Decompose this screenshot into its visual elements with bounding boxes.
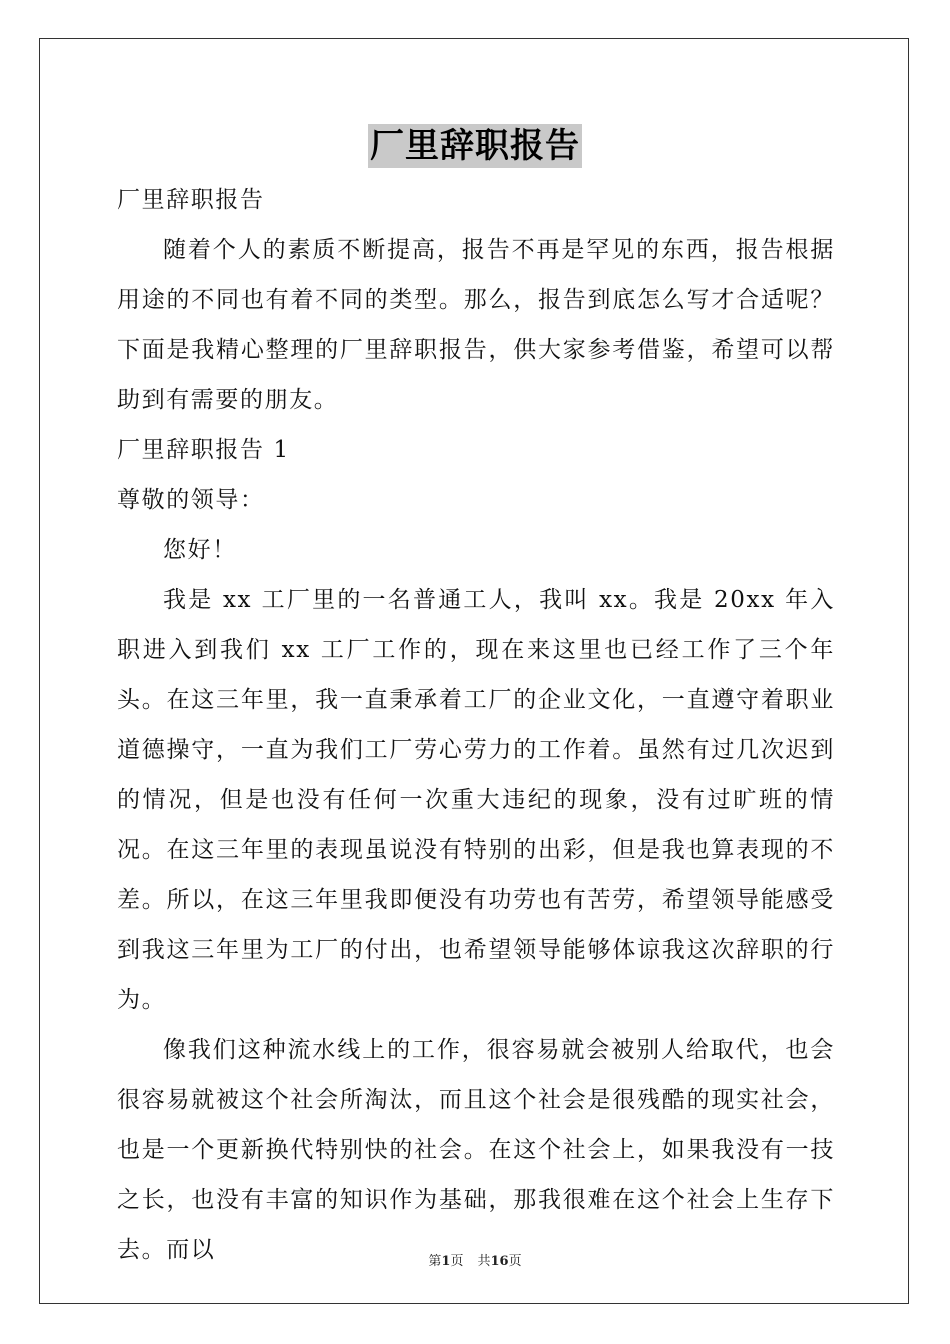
- page-prefix: 第: [428, 1254, 442, 1269]
- total-pages: 16: [490, 1254, 509, 1269]
- title-container: [0, 124, 950, 168]
- page-suffix: 页: [450, 1254, 464, 1269]
- document-title: 厂里辞职报告: [370, 126, 580, 166]
- total-suffix: 页: [508, 1254, 522, 1269]
- section-title: 厂里辞职报告 1: [117, 437, 290, 463]
- greeting: 您好！: [163, 537, 237, 563]
- body-paragraph-2: 像我们这种流水线上的工作，很容易就会被别人给取代，也会很容易就被这个社会所淘汰，而且这个社会是很残酷的现实社会，也是一个更新换代特别快的社会。在这个社会上，如果我没有一技之长，也没有丰富的知识作为基础，那我很难在这个社会上生存下去。而以: [117, 1037, 835, 1263]
- body-paragraph-1: 我是 xx 工厂里的一名普通工人，我叫 xx。我是 20xx 年入职进入到我们 xx 工厂工作的，现在来这里也已经工作了三个年头。在这三年里，我一直秉承着工厂的企业文化，一直遵守着职业道德操守，一直为我们工厂劳心劳力的工作着。虽然有过几次迟到的情况，但是也没有任何一次重大违纪的现象，没有过旷班的情况。在这三年里的表现虽说没有特别的出彩，但是我也算表现的不差。所以，在这三年里我即便没有功劳也有苦劳，希望领导能感受到我这三年里为工厂的付出，也希望领导能够体谅我这次辞职的行为。: [117, 587, 835, 1013]
- document-subtitle: 厂里辞职报告: [117, 187, 265, 213]
- salutation: 尊敬的领导：: [117, 487, 265, 513]
- page-number: 1: [441, 1254, 451, 1269]
- total-prefix: 共: [477, 1254, 491, 1269]
- document-body: [117, 175, 835, 1275]
- page-footer: [0, 1250, 950, 1269]
- intro-paragraph: 随着个人的素质不断提高，报告不再是罕见的东西，报告根据用途的不同也有着不同的类型。那么，报告到底怎么写才合适呢？下面是我精心整理的厂里辞职报告，供大家参考借鉴，希望可以帮助到有需要的朋友。: [117, 237, 835, 413]
